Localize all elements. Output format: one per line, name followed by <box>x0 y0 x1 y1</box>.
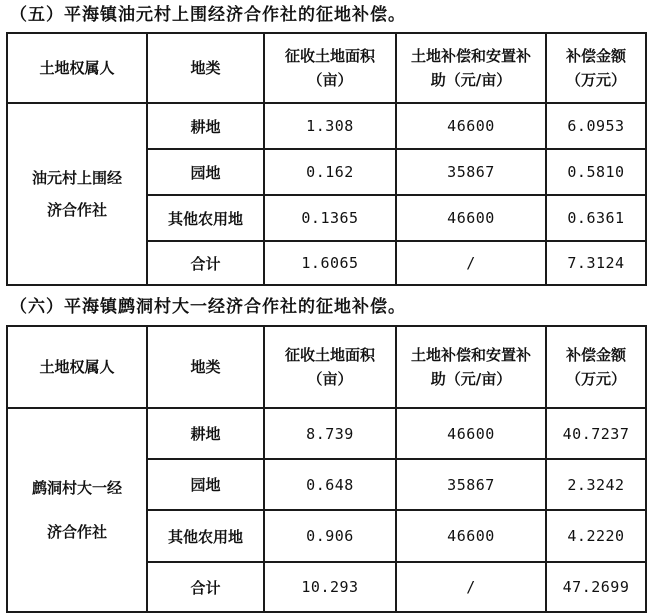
land-type-cell: 耕地 <box>147 408 264 459</box>
compensation-table <box>6 32 647 286</box>
table-header-row <box>7 33 646 103</box>
table-row <box>7 103 646 149</box>
section-heading: （五）平海镇油元村上围经济合作社的征地补偿。 <box>10 5 406 25</box>
area-cell: 0.162 <box>264 149 396 195</box>
total-area: 10.293 <box>264 562 396 612</box>
rate-cell: 46600 <box>396 195 546 241</box>
amount-cell: 4.2220 <box>546 510 646 562</box>
header-owner: 土地权属人 <box>7 33 147 103</box>
area-cell: 8.739 <box>264 408 396 459</box>
header-rate: 土地补偿和安置补助（元/亩） <box>396 33 546 103</box>
area-cell: 0.1365 <box>264 195 396 241</box>
total-area: 1.6065 <box>264 241 396 285</box>
table-row <box>7 408 646 459</box>
header-area: 征收土地面积（亩） <box>264 326 396 408</box>
owner-cell: 油元村上围经济合作社 <box>7 103 147 285</box>
total-rate: / <box>396 562 546 612</box>
total-amount: 47.2699 <box>546 562 646 612</box>
rate-cell: 46600 <box>396 510 546 562</box>
header-amount: 补偿金额（万元） <box>546 33 646 103</box>
land-type-cell: 其他农用地 <box>147 510 264 562</box>
total-rate: / <box>396 241 546 285</box>
header-land-type: 地类 <box>147 326 264 408</box>
amount-cell: 6.0953 <box>546 103 646 149</box>
header-area: 征收土地面积（亩） <box>264 33 396 103</box>
amount-cell: 0.5810 <box>546 149 646 195</box>
amount-cell: 40.7237 <box>546 408 646 459</box>
owner-cell: 鹧洞村大一经济合作社 <box>7 408 147 612</box>
header-amount: 补偿金额（万元） <box>546 326 646 408</box>
rate-cell: 46600 <box>396 103 546 149</box>
area-cell: 0.648 <box>264 459 396 510</box>
header-owner: 土地权属人 <box>7 326 147 408</box>
section-heading: （六）平海镇鹧洞村大一经济合作社的征地补偿。 <box>10 297 406 317</box>
area-cell: 1.308 <box>264 103 396 149</box>
land-type-cell: 其他农用地 <box>147 195 264 241</box>
amount-cell: 0.6361 <box>546 195 646 241</box>
rate-cell: 46600 <box>396 408 546 459</box>
rate-cell: 35867 <box>396 459 546 510</box>
land-type-cell: 园地 <box>147 459 264 510</box>
total-label: 合计 <box>147 562 264 612</box>
amount-cell: 2.3242 <box>546 459 646 510</box>
land-type-cell: 耕地 <box>147 103 264 149</box>
area-cell: 0.906 <box>264 510 396 562</box>
total-amount: 7.3124 <box>546 241 646 285</box>
table-header-row <box>7 326 646 408</box>
header-rate: 土地补偿和安置补助（元/亩） <box>396 326 546 408</box>
total-label: 合计 <box>147 241 264 285</box>
compensation-table <box>6 325 647 613</box>
rate-cell: 35867 <box>396 149 546 195</box>
land-type-cell: 园地 <box>147 149 264 195</box>
header-land-type: 地类 <box>147 33 264 103</box>
